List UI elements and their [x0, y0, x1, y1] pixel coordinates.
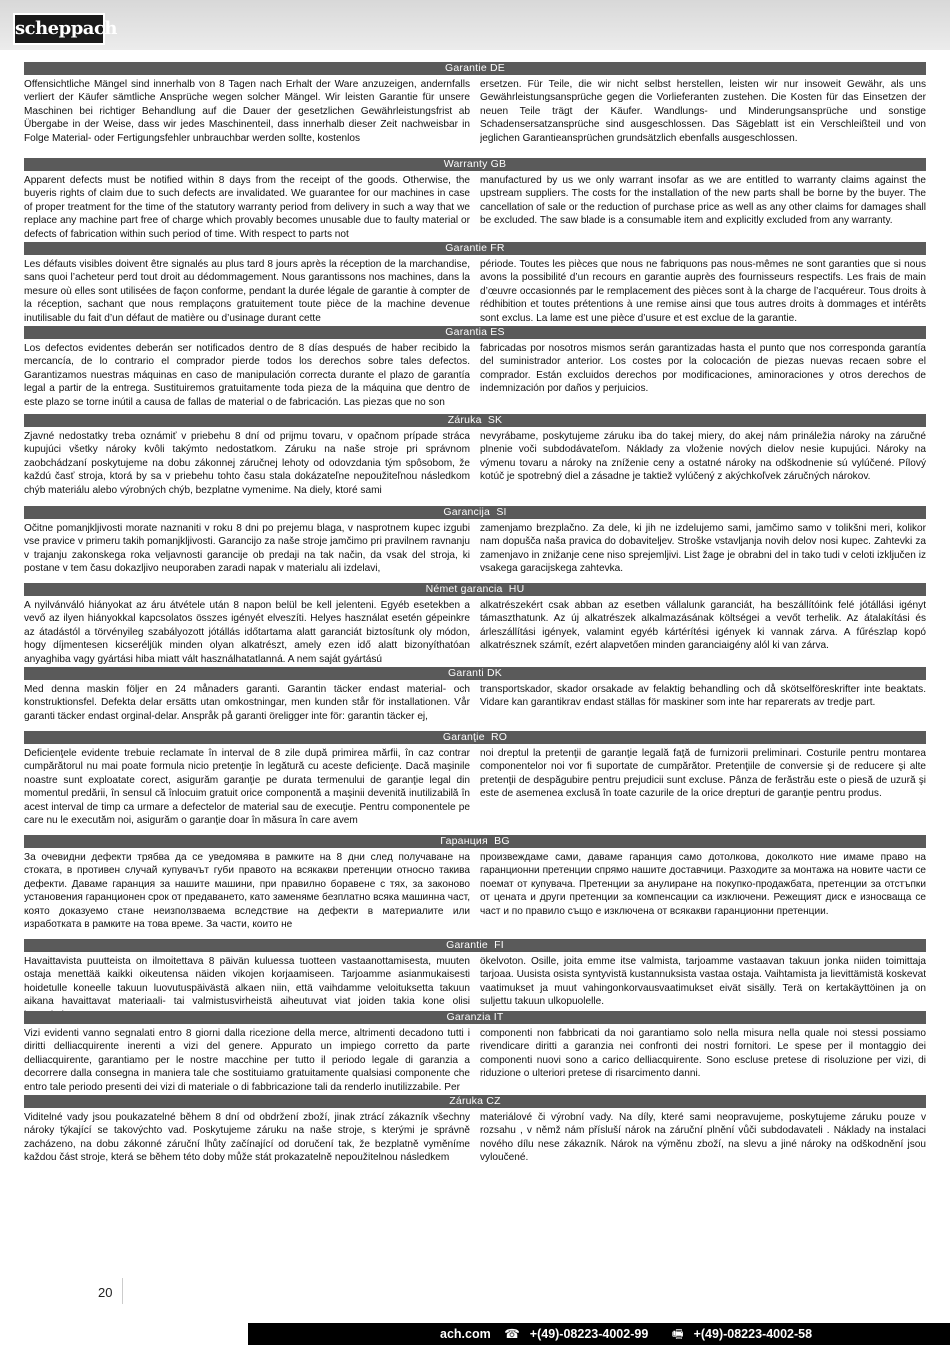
section-text-right: ersetzen. Für Teile, die wir nicht selbst herstellen, leisten wir nur insoweit Gewähr, als uns Gewährleistungsansprüche gegen die Vorlieferanten zustehen. Die Kosten für das Einsetzen der neuen Teile trägt der Käufer. Wandlungs- und Minderungsansprüche und sonstige Schadensersatzansprüche sind ausgeschlossen. Das Sägeblatt ist ein Verschleißteil und von jeglichen Garantieansprüchen grundsätzlich ebenfalls ausgeschlossen. [480, 79, 926, 144]
section-text-left: Očitne pomanjkljivosti morate naznaniti v roku 8 dni po prejemu blaga, v nasprotnem kupec izgubi vse pravice v primeru takih pomanjkljivosti. Garancijo za naše stroje jamčimo pri pravilnem ravnanju v trajanju zakonskega roka veljavnosti garancije ob predaji na tak način, da vsak del stroja, ki postane v tem času dokazljivo neuporaben zaradi napak v materialu ali izdelavi, [24, 523, 470, 575]
section-text-right: manufactured by us we only warrant insofar as we are entitled to warranty claims against the upstream suppliers. The costs for the installation of the new parts shall be borne by the buyer. The cancellation of sale or the reduction of purchase price as well as any other claims for damages shall be excluded. The saw blade is a consumable item and explicitly excluded from any warranty. [480, 175, 926, 227]
section-text-right: transportskador, skador orsakade av felaktig behandling och då skötselföreskrifter inte beaktats. Vidare kan garantikrav endast ställas för maskiner som inte har reparerats av tredje part. [480, 684, 926, 709]
section-title: Garantie DE [24, 62, 926, 75]
fax-icon: 🖷 [671, 1327, 684, 1341]
section-title: Záruka CZ [24, 1095, 926, 1108]
section-gb [24, 158, 926, 242]
section-cz [24, 1095, 926, 1171]
section-si [24, 506, 926, 583]
section-fi [24, 939, 926, 1011]
footer-website[interactable]: ach.com [440, 1327, 491, 1341]
section-text-right: произвеждаме сами, даваме гаранция само дотолкова, доколкото ние имаме право на гаранционни претенции спрямо нашите доставчици. Разходите за монтажа на новите части се поемат от купувача. Претенции за анулиране на покупко-продажбата, претенции за отстъпки от цената и други претенции за компенсации са изключени. Режещият диск е износваща се част и по правило също е изключена от всякакви гаранционни претенции. [480, 852, 926, 917]
section-it [24, 1011, 926, 1095]
section-ro [24, 731, 926, 835]
section-text-right: noi dreptul la pretenţii de garanţie legală faţă de furnizorii preliminari. Costurile pentru montarea componentelor noi vor fi suportate de cumpărător. Pretenţiile de conversie şi de reducere şi alte pretenţii de despăgubire pentru prejudicii sunt excluse. Pânza de ferăstrău este o piesă de uzură şi este de asemenea exclusă în toate cazurile de la orice drepturi de garanţie pentru produs. [480, 748, 926, 800]
section-title: Гаранция BG [24, 835, 926, 848]
section-text-left: Los defectos evidentes deberán ser notificados dentro de 8 días después de haber recibido la mercancía, de lo contrario el comprador pierde todos los derechos sobre tales defectos. Garantizamos nuestras máquinas en caso de manipulación correcta durante el plazo de garantía legal a partir de la entrega. Sustituiremos gratuitamente toda pieza de la máquina que dentro de este plazo se torne inútil a causa de fallas de material o de fabricación. Las piezas que no son [24, 343, 470, 408]
section-text-left: Apparent defects must be notified within 8 days from the receipt of the goods. Otherwise, the buyeris rights of claim due to such defects are invalidated. We guarantee for our machines in case of proper treatment for the time of the statutory warranty period from delivery in such a way that we replace any machine part free of charge which provably becomes unusable due to faulty material or defects of fabrication within such period of time. With respect to parts not [24, 175, 470, 240]
section-title: Garantia ES [24, 326, 926, 339]
section-text-left: Offensichtliche Mängel sind innerhalb von 8 Tagen nach Erhalt der Ware anzuzeigen, andernfalls verliert der Käufer sämtliche Ansprüche wegen solcher Mängel. Wir leisten Garantie für unsere Maschinen bei richtiger Behandlung auf die Dauer der gesetzlichen Gewährleistungsfrist ab Übergabe in der Weise, dass wir jedes Maschinenteil, dass innerhalb dieser Zeit nachweisbar in Folge Material- oder Fertigungsfehler unbrauchbar werden sollte, kostenlos [24, 79, 470, 144]
top-banner [0, 0, 950, 50]
section-fr [24, 242, 926, 326]
section-text-right: alkatrészekért csak abban az esetben vállalunk garanciát, ha beszállítóink felé jótállási igényt támaszthatunk. Az új alkatrészek alkalmazásának költségei a vevőt terhelik. Az átalakítási és árleszállítási igények, valamint egyéb kártérítési igények ki vannak zárva. A fűrészlap kopó alkatrésznek számít, ezért alapvetően minden garanciaigény alól ki van zárva. [480, 600, 926, 652]
section-title: Záruka SK [24, 414, 926, 427]
section-text-right: materiálové či výrobní vady. Na díly, které sami neopravujeme, poskytujeme záruku pouze v rozsahu , v němž nám přísluší nárok na záruční plnění vůči subdodavateli . Náklady na instalaci nového dílu nese zákazník. Nárok na výměnu zboží, na slevu a jiné nároky na odškodnění jsou vyloučené. [480, 1112, 926, 1164]
section-title: Garantie FI [24, 939, 926, 952]
section-text-left: Deficienţele evidente trebuie reclamate în interval de 8 zile după primirea mărfii, în caz contrar cumpărătorul nu mai poate formula nicio pretenţie în legătură cu aceste deficienţe. Dacă maşinile noastre sunt exploatate corect, asigurăm garanţie pe durata termenului de garanţie legal din momentul predării, în sensul că înlocuim gratuit orice componentă a maşinii devenită inutilizabilă în acest interval de timp ca urmare a defectelor de material sau de execuţie. Pentru componentele pe care nu le executăm noi, asigurăm o garanţie doar în măsura în care avem [24, 748, 470, 827]
section-title: Garantie FR [24, 242, 926, 255]
section-title: Garanti DK [24, 667, 926, 680]
section-text-left: Zjavné nedostatky treba oznámiť v priebehu 8 dní od prijmu tovaru, v opačnom prípade stráca kupujúci všetky nároky kvôli takýmto nedostatkom. Záruku na naše stroje pri správnom zaobchádzaní poskytujeme na dobu zákonnej záručnej lehoty od odovzdania tým spôsobom, že každú časť stroja, ktorá by sa v priebehu tohto času stala dokázateľne nepoužiteľnou následkom chýb materiálu alebo výrobných chýb, bezplatne vymenime. Na diely, ktoré sami [24, 431, 470, 496]
section-sk [24, 414, 926, 506]
section-text-right: nevyrábame, poskytujeme záruku iba do takej miery, do akej nám prináležia nároky na záručné plnenie voči subdodávateľom. Náklady za vloženie nových dielov nesie kupujúci. Nároky na výmenu tovaru a nároky na zníženie ceny a ostatné nároky na odškodnenie sú vylúčené. Pílový kotúč je spotrebný diel a zásadne je taktiež vylúčený z akýchkoľvek záručných nárokov. [480, 431, 926, 483]
section-title: Garanţie RO [24, 731, 926, 744]
section-text-right: fabricadas por nosotros mismos serán garantizadas hasta el punto que nos corresponda garantía del suministrador anterior. Los costes por la colocación de piezas nuevas recaen sobre el comprador. Están excluidos derechos por modificaciones, aminoraciones y otros derechos de indemnización por daños y perjuicios. [480, 343, 926, 395]
section-text-right: zamenjamo brezplačno. Za dele, ki jih ne izdelujemo sami, jamčimo samo v tolikšni meri, kolikor nam dopušča naša pravica do dobaviteljev. Stroške vstavljanja novih delov nosi kupec. Zahtevki za zamenjavo in znižanje cene niso sprejemljivi. List žage je obrabni del in tako tudi v celoti izključen iz vsakega garacijskega zahtevka. [480, 523, 926, 575]
section-dk [24, 667, 926, 731]
section-title: Garancija SI [24, 506, 926, 519]
section-text-right: componenti non fabbricati da noi garantiamo solo nella misura nella quale noi stessi possiamo rivendicare diritti a garanzia nei confronti dei nostri fornitori. Le spese per il montaggio dei componenti nuovi sono a carico delliacquirente. Sono escluse pretese di risoluzione per vizi, di riduzione o ulteriori pretese di risarcimento danni. [480, 1028, 926, 1080]
section-text-left: За очевидни дефекти трябва да се уведомява в рамките на 8 дни след получаване на стоката, в противен случай купувачът губи правото на всякакви претенции относно такива дефекти. Даваме гаранция за нашите машини, при правилно боравене с тях, за законово установения гаранционен срок от предаването, като заменяме безплатно всяка машинна част, която доказуемо стане неизползваема вследствие на дефекти в материалите или изработката в рамките на това време. За части, които не [24, 852, 470, 931]
footer-white-block [0, 1323, 248, 1345]
section-text-right: ökelvoton. Osille, joita emme itse valmista, tarjoamme vastaavan takuun jonka niiden toimittaja tarjoaa. Uusista osista syntyvistä kustannuksista vastaa ostaja. Vaihtamista ja lievittämistä koskevat vaatimukset ja muut vahingonkorvausvaatimukset eivät sisälly. Terä on kertakäyttöinen ja on suljettu takuun ulkopuolelle. [480, 956, 926, 1008]
footer-contact [440, 1326, 832, 1342]
page-number: 20 [98, 1285, 113, 1300]
section-hu [24, 583, 926, 667]
section-es [24, 326, 926, 414]
section-text-left: Viditelné vady jsou poukazatelné během 8 dní od obdržení zboží, jinak ztrácí zákazník všechny nároky týkající se takovýchto vad. Poskytujeme záruku na naše stroje, s kterými je správně zacházeno, na dobu zákonné záruční lhůty začínající od doručení tak, že bezplatně vyměníme každou část stroje, která se během této doby může stát prokazatelně nepoužitelnou následkem [24, 1112, 470, 1164]
footer-fax: +(49)-08223-4002-58 [693, 1327, 813, 1341]
section-text-left: Vizi evidenti vanno segnalati entro 8 giorni dalla ricezione della merce, altrimenti decadono tutti i diritti delliacquirente inerenti a vizi del genere. Appurato un impiego corretto da parte delliacquirente, garantiamo per le nostre macchine per tutto il periodo legale di garanzia a decorrere dalla consegna in maniera tale che sostituiamo gratuitamente qualsiasi componente che entro tale periodo presenti dei vizi di materiale o di fabbricazione tali da renderlo inutilizzabile. Per [24, 1028, 470, 1093]
phone-icon: ☎ [504, 1327, 520, 1341]
section-text-left: Havaittavista puutteista on ilmoitettava 8 päivän kuluessa tuotteen vastaanottamisesta, muuten ostaja menettää kaikki oikeutensa näiden vikojen korjaamiseen. Tarjoamme asianmukaisesti hoidetulle koneelle takuun luovutuspäivästä alkaen niin, että vaihdamme veloituksetta takuun aikana havaittavat materiaali- tai valmistusvirheistä aiheutuvat viat joiden takia kone olisi [24, 956, 470, 1008]
warranty-content [24, 62, 926, 1171]
section-text-left: A nyilvánváló hiányokat az áru átvétele után 8 napon belül be kell jelenteni. Egyéb esetekben a vevő az ilyen hiányokkal kapcsolatos összes igényét elveszíti. Helyes használat esetén gépeinkre az átadástól a törvényileg szabályozott jótállás időtartama alatt garanciát biztosítunk oly módon, hogy díjmentesen kicseréljük minden olyan alkatrészt, amely ezen idő alatt bizonyíthatóan anyaghiba vagy gyártási hiba miatt vált használhatatlanná. A nem saját gyártású [24, 600, 470, 665]
section-bg [24, 835, 926, 939]
section-title: Német garancia HU [24, 583, 926, 596]
section-text-left: Les défauts visibles doivent être signalés au plus tard 8 jours après la réception de la marchandise, sans quoi l’acheteur perd tout droit au dédommagement. Nous garantissons nos machines, dans la mesure où elles sont utilisées de façon conforme, pendant la durée légale de garantie à compter de la réception, sachant que nous remplaçons gratuitement toute pièce de la machine devenue inutilisable du fait d’un défaut de matière ou d’usinage durant cette [24, 259, 470, 324]
section-text-left: Med denna maskin följer en 24 månaders garanti. Garantin täcker endast material- och konstruktionsfel. Defekta delar ersätts utan omkostningar, men kunden står för installationen. Vår garanti täcker endast orginal-delar. Anspråk på garanti öreligger inte för: garantin täcker ej, [24, 684, 470, 722]
scheppach-logo: scheppach [13, 13, 105, 45]
page-number-divider [122, 1278, 123, 1304]
footer-phone: +(49)-08223-4002-99 [529, 1327, 649, 1341]
section-title: Warranty GB [24, 158, 926, 171]
section-de [24, 62, 926, 158]
section-title: Garanzia IT [24, 1011, 926, 1024]
section-text-right: période. Toutes les pièces que nous ne fabriquons pas nous-mêmes ne sont garanties que si nous avons la possibilité d’un recours en garantie auprès des fournisseurs respectifs. Les frais de main d’œuvre occasionnés par le remplacement des pièces sont à la charge de l’acquéreur. Tous droits à rédhibition et toutes prétentions à une remise ainsi que tous autres droits à dommages et intérêts sont exclus. La lame est une pièce d’usure et est exclue de la garantie. [480, 259, 926, 324]
